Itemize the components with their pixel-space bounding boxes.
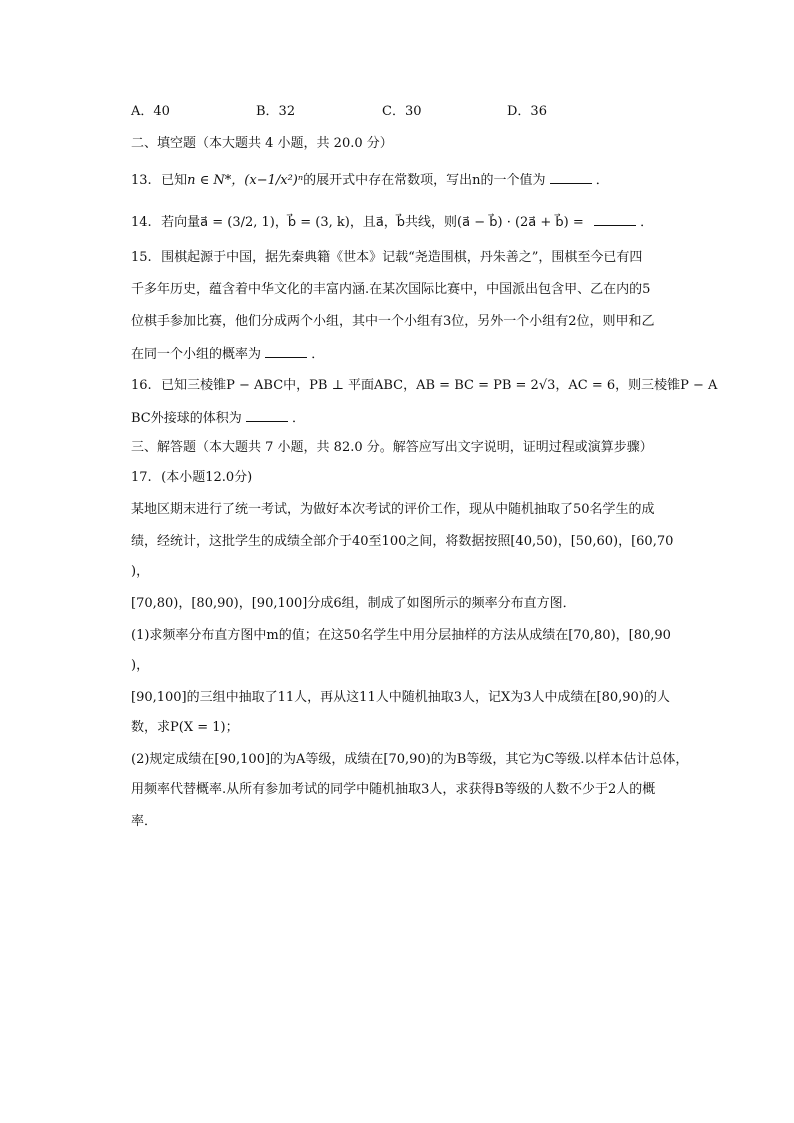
question-number: 16. <box>131 378 152 393</box>
question-13 <box>131 171 609 190</box>
question-16-line-2 <box>131 409 305 428</box>
answer-blank[interactable] <box>594 213 636 226</box>
question-text: 已知 <box>161 173 188 188</box>
question-17-line-2: 绩，经统计，这批学生的成绩全部介于40至100之间，将数据按照[40,50)，[50,60)，[60,70 <box>131 534 674 549</box>
question-text: 已知三棱锥P − ABC中，PB ⊥ 平面ABC，AB = BC = PB = 2√3，AC = 6，则三棱锥P − A <box>161 378 718 393</box>
question-16-line-1 <box>131 377 717 395</box>
question-17-line-8: 数，求P(X = 1)； <box>131 720 239 735</box>
question-15-line-3: 位棋手参加比赛，他们分成两个小组，其中一个小组有3位，另外一个小组有2位，则甲和乙 <box>131 314 655 329</box>
question-17-line-6: )， <box>131 658 150 673</box>
question-text: 的展开式中存在常数项，写出n的一个值为 <box>303 173 546 188</box>
question-end: ． <box>595 173 609 188</box>
question-17-line-9: (2)规定成绩在[90,100]的为A等级，成绩在[70,90)的为B等级，其它为C等级.以样本估计总体， <box>131 752 689 767</box>
option-a: A．40 <box>131 104 170 119</box>
question-number: 14. <box>131 215 152 230</box>
question-text: 在同一个小组的概率为 <box>131 347 262 362</box>
option-d: D．36 <box>507 104 547 119</box>
answer-options-row <box>131 103 651 121</box>
section-heading-fill-blank: 二、填空题（本大题共 4 小题，共 20.0 分） <box>131 136 393 151</box>
question-text: 围棋起源于中国，据先秦典籍《世本》记载“尧造围棋，丹朱善之”，围棋至今已有四 <box>161 250 643 265</box>
question-number: 13. <box>131 173 152 188</box>
question-15-line-4 <box>131 345 324 364</box>
option-b: B．32 <box>256 104 296 119</box>
question-condition: n ∈ N*， <box>187 173 245 188</box>
question-15-line-1 <box>131 249 642 267</box>
question-17-line-5: (1)求频率分布直方图中m的值；在这50名学生中用分层抽样的方法从成绩在[70,80)，[80,90 <box>131 628 671 643</box>
question-17-line-4: [70,80)，[80,90)，[90,100]分成6组，制成了如图所示的频率分布直方图． <box>131 596 576 611</box>
question-17-line-10: 用频率代替概率.从所有参加考试的同学中随机抽取3人，求获得B等级的人数不少于2人的概 <box>131 782 656 797</box>
section-heading-solution: 三、解答题（本大题共 7 小题，共 82.0 分。解答应写出文字说明，证明过程或演算步骤） <box>131 440 653 455</box>
question-number: 17. <box>131 470 152 485</box>
question-end: ． <box>311 347 325 362</box>
answer-blank[interactable] <box>246 409 288 422</box>
question-text: 若向量a⃗ = (3/2, 1)，b⃗ = (3, k)，且a⃗，b⃗共线，则(a⃗ − b⃗) · (2a⃗ + b⃗) = <box>161 215 584 230</box>
question-17-line-7: [90,100]的三组中抽取了11人，再从这11人中随机抽取3人，记X为3人中成绩在[80,90)的人 <box>131 690 670 705</box>
question-17-line-11: 率． <box>131 814 158 829</box>
question-end: ． <box>640 215 654 230</box>
question-17-header <box>131 469 252 487</box>
answer-blank[interactable] <box>550 171 592 184</box>
question-text: BC外接球的体积为 <box>131 411 242 426</box>
question-17-line-3: )， <box>131 564 150 579</box>
question-score: (本小题12.0分) <box>161 470 253 485</box>
answer-blank[interactable] <box>265 345 307 358</box>
question-17-line-1: 某地区期末进行了统一考试，为做好本次考试的评价工作，现从中随机抽取了50名学生的成 <box>131 502 655 517</box>
question-15-line-2: 千多年历史，蕴含着中华文化的丰富内涵.在某次国际比赛中，中国派出包含甲、乙在内的5 <box>131 282 651 297</box>
question-14 <box>131 213 653 232</box>
question-end: ． <box>292 411 306 426</box>
question-expression: (x−1/x²)ⁿ <box>244 173 304 188</box>
question-number: 15. <box>131 250 152 265</box>
option-c: C．30 <box>382 104 422 119</box>
